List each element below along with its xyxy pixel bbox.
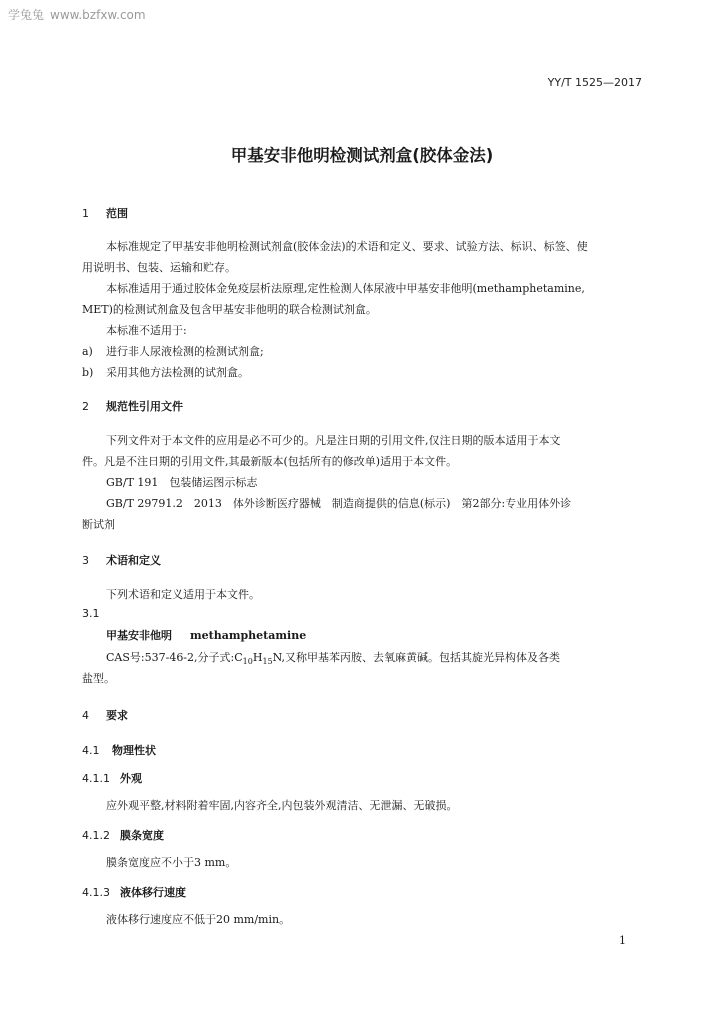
section-number: 4.1.3	[82, 886, 110, 899]
section-title: 术语和定义	[106, 554, 161, 567]
liquid-migration-requirement: 液体移行速度应不低于20 mm/min。	[106, 913, 291, 926]
term-number: 3.1	[82, 607, 100, 620]
section-title: 液体移行速度	[120, 886, 186, 899]
term-chinese: 甲基安非他明	[106, 629, 172, 642]
section-4-heading	[82, 707, 128, 723]
section-title: 膜条宽度	[120, 829, 164, 842]
section-title: 物理性状	[112, 744, 156, 757]
section-title: 规范性引用文件	[106, 400, 183, 413]
reference-gbt29791-line-2: 断试剂	[82, 518, 115, 531]
section-number: 4	[82, 709, 89, 722]
term-english: methamphetamine	[190, 629, 307, 642]
section-title: 范围	[106, 207, 128, 220]
item-label: b)	[82, 366, 94, 379]
section-number: 4.1.2	[82, 829, 110, 842]
section-4-1-1-heading	[82, 770, 142, 786]
scope-paragraph-1-line-2: 用说明书、包装、运输和贮存。	[82, 261, 236, 274]
appearance-requirement: 应外观平整,材料附着牢固,内容齐全,内包装外观清洁、无泄漏、无破损。	[106, 799, 458, 812]
scope-paragraph-1-line-1: 本标准规定了甲基安非他明检测试剂盒(胶体金法)的术语和定义、要求、试验方法、标识、标签、使	[106, 240, 588, 253]
page-number: 1	[619, 934, 626, 947]
section-number: 4.1.1	[82, 772, 110, 785]
strip-width-requirement: 膜条宽度应不小于3 mm。	[106, 856, 237, 869]
standard-number: YY/T 1525—2017	[547, 76, 642, 89]
section-title: 要求	[106, 709, 128, 722]
item-label: a)	[82, 345, 93, 358]
definition-text: N,又称甲基苯丙胺、去氧麻黄碱。包括其旋光异构体及各类	[272, 651, 561, 664]
section-4-1-heading	[82, 742, 156, 758]
section-3-heading	[82, 552, 161, 568]
references-paragraph-line-1: 下列文件对于本文件的应用是必不可少的。凡是注日期的引用文件,仅注日期的版本适用于本文	[106, 434, 561, 447]
section-title: 外观	[120, 772, 142, 785]
scope-item-a	[82, 341, 644, 362]
item-text: 进行非人尿液检测的检测试剂盒;	[106, 345, 264, 358]
terms-intro: 下列术语和定义适用于本文件。	[106, 588, 260, 601]
item-text: 采用其他方法检测的试剂盒。	[106, 366, 249, 379]
scope-paragraph-2-line-2: MET)的检测试剂盒及包含甲基安非他明的联合检测试剂盒。	[82, 303, 377, 316]
section-number: 3	[82, 554, 89, 567]
references-paragraph-line-2: 件。凡是不注日期的引用文件,其最新版本(包括所有的修改单)适用于本文件。	[82, 455, 458, 468]
section-4-1-3-heading	[82, 884, 186, 900]
term-heading	[106, 627, 306, 643]
section-4-1-2-heading	[82, 827, 164, 843]
section-2-heading	[82, 398, 183, 414]
definition-text: CAS号:537-46-2,分子式:C	[106, 651, 243, 664]
scope-paragraph-3: 本标准不适用于:	[106, 324, 187, 337]
watermark-site-name: 学兔兔	[8, 8, 45, 22]
section-number: 2	[82, 400, 89, 413]
reference-gbt29791-line-1: GB/T 29791.2 2013 体外诊断医疗器械 制造商提供的信息(标示) 第2部分:专业用体外诊	[106, 497, 572, 510]
subscript: 15	[262, 657, 273, 667]
term-definition-line-2: 盐型。	[82, 672, 115, 685]
subscript: 10	[242, 657, 253, 667]
scope-item-b	[82, 362, 644, 383]
reference-gbt191: GB/T 191 包装储运图示标志	[106, 476, 258, 489]
section-number: 4.1	[82, 744, 100, 757]
section-number: 1	[82, 207, 89, 220]
document-title: 甲基安非他明检测试剂盒(胶体金法)	[230, 146, 494, 165]
watermark	[8, 6, 146, 23]
definition-text: H	[252, 651, 263, 664]
section-1-heading	[82, 205, 128, 221]
watermark-url: www.bzfxw.com	[50, 8, 146, 22]
scope-paragraph-2-line-1: 本标准适用于通过胶体金免疫层析法原理,定性检测人体尿液中甲基安非他明(methamphetamine,	[106, 282, 585, 295]
